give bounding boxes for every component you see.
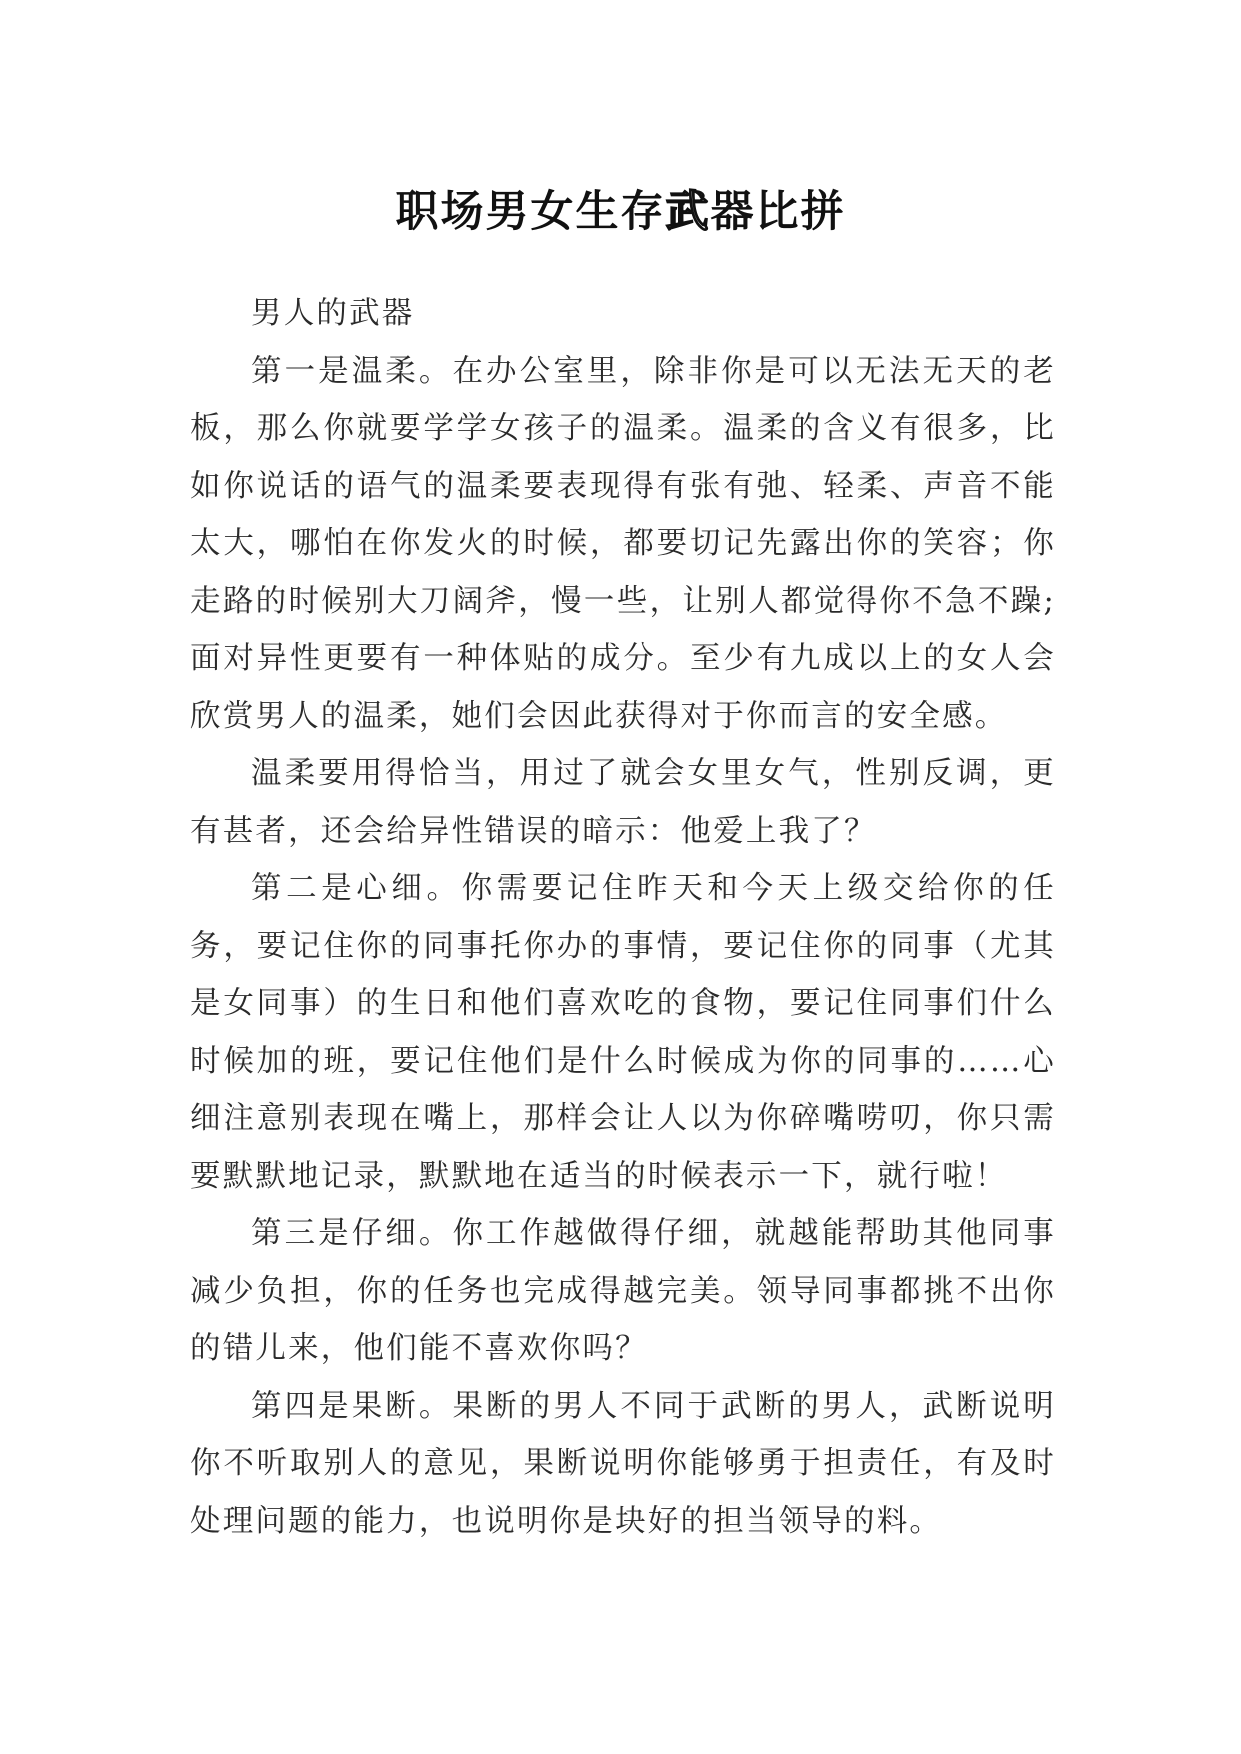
paragraph-tenderness-caution: 温柔要用得恰当，用过了就会女里女气，性别反调，更有甚者，还会给异性错误的暗示：他爱上我了？ xyxy=(190,756,1056,849)
document-title xyxy=(0,179,1241,245)
title-text-start: 职场男女生存 xyxy=(395,186,666,237)
paragraph-decisiveness: 第四是果断。果断的男人不同于武断的男人，武断说明你不听取别人的意见，果断说明你能够勇于担责任，有及时处理问题的能力，也说明你是块好的担当领导的料。 xyxy=(190,1388,1056,1539)
title-text-end: 器比拼 xyxy=(710,186,846,237)
paragraph-tenderness: 第一是温柔。在办公室里，除非你是可以无法无天的老板，那么你就要学学女孩子的温柔。温柔的含义有很多，比如你说话的语气的温柔要表现得有张有弛、轻柔、声音不能太大，哪怕在你发火的时候，都要切记先露出你的笑容；你走路的时候别大刀阔斧，慢一些，让别人都觉得你不急不躁;面对异性更要有一种体贴的成分。至少有九成以上的女人会欣赏男人的温柔，她们会因此获得对于你而言的安全感。 xyxy=(190,353,1056,734)
title-hollow-character: 武 xyxy=(665,186,711,237)
document-body xyxy=(190,285,1056,1550)
paragraph-attentiveness: 第二是心细。你需要记住昨天和今天上级交给你的任务，要记住你的同事托你办的事情，要记住你的同事（尤其是女同事）的生日和他们喜欢吃的食物，要记住同事们什么时候加的班，要记住他们是什么时候成为你的同事的……心细注意别表现在嘴上，那样会让人以为你碎嘴唠叨，你只需要默默地记录，默默地在适当的时候表示一下，就行啦！ xyxy=(190,871,1056,1194)
paragraph-carefulness: 第三是仔细。你工作越做得仔细，就越能帮助其他同事减少负担，你的任务也完成得越完美。领导同事都挑不出你的错儿来，他们能不喜欢你吗？ xyxy=(190,1216,1056,1366)
section-heading: 男人的武器 xyxy=(251,296,415,331)
